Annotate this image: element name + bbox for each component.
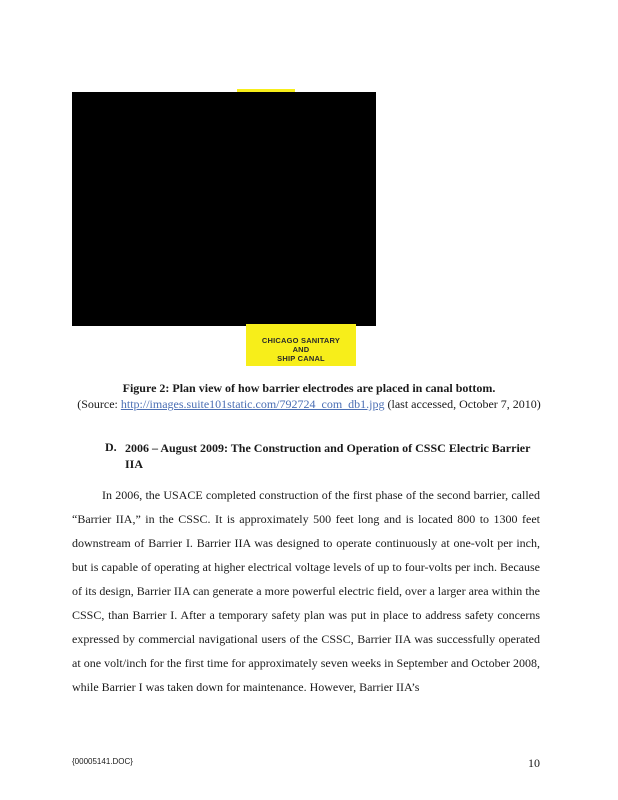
source-suffix: (last accessed, October 7, 2010) [384,397,541,411]
source-link[interactable]: http://images.suite101static.com/792724_com_db1.jpg [120,397,385,411]
canal-label-line-2: AND [292,345,310,354]
page-number: 10 [528,756,540,770]
canal-label-line-1: CHICAGO SANITARY [261,336,341,345]
redacted-image-area [72,92,376,326]
source-prefix: (Source: [77,397,121,411]
figure-caption-source [0,397,618,412]
body-paragraph: In 2006, the USACE completed construction of the first phase of the second barrier, called “Barrier IIA,” in the CSSC. It is approximately 500 feet long and is located 800 to 1300 feet downstream of Barrier I. Barrier IIA was designed to operate continuously at one-volt per inch, but is capable of operating at higher electrical voltage levels of up to four-volts per inch. Because of its design, Barrier IIA can generate a more powerful electric field, over a larger area within the CSSC, than Barrier I. After a temporary safety plan was put in place to address safety concerns expressed by commercial navigational users of the CSSC, Barrier IIA was successfully operated at one volt/inch for the first time for approximately seven weeks in September and October 2008, while Barrier I was taken down for maintenance. However, Barrier IIA’s [72,488,540,694]
canal-label-line-3: SHIP CANAL [277,354,325,363]
section-title: 2006 – August 2009: The Construction and Operation of CSSC Electric Barrier IIA [125,441,531,471]
section-letter: D. [105,440,117,454]
canal-label-box [246,324,356,366]
figure-image [72,89,376,367]
footer-document-id: {00005141.DOC} [72,757,133,766]
figure-caption-title: Figure 2: Plan view of how barrier electrodes are placed in canal bottom. [122,381,496,395]
